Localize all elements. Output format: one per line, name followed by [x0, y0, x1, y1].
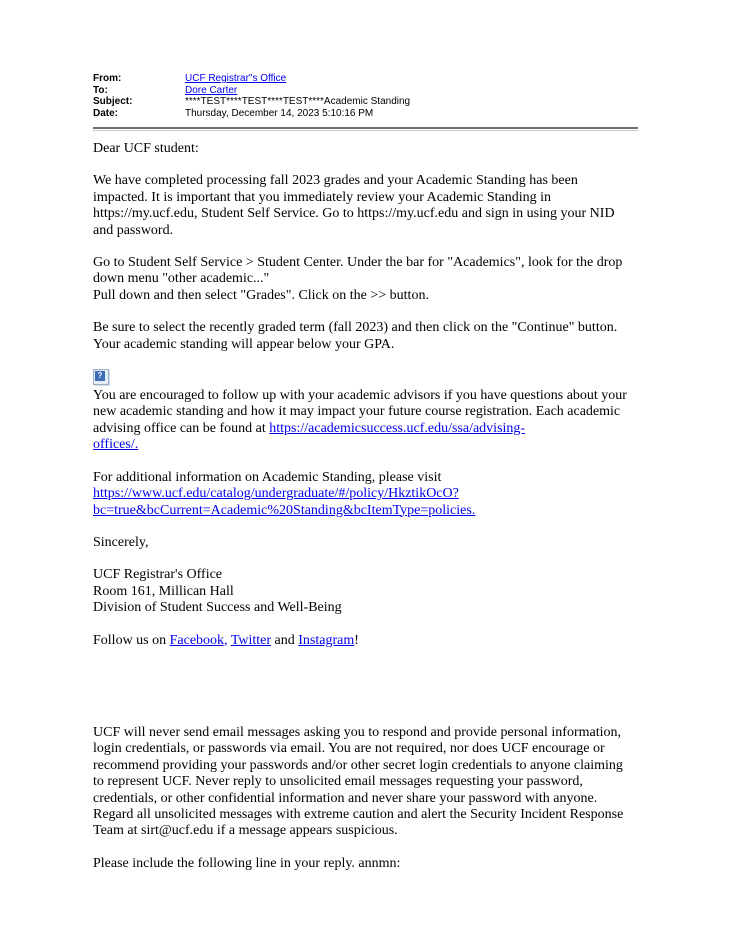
- navigation-text-line: Go to Student Self Service > Student Center. Under the bar for "Academics", look for the drop down menu "other academic...": [93, 255, 623, 287]
- email-header: [93, 73, 638, 119]
- signature-block: [93, 567, 628, 616]
- social-prefix: Follow us on: [93, 632, 170, 648]
- catalog-policy-link-line2: bc=true&bcCurrent=Academic%20Standing&bcItemType=policies.: [93, 502, 476, 518]
- para-social: [93, 633, 628, 649]
- subject-label: Subject:: [93, 96, 133, 107]
- question-mark-glyph: ?: [95, 371, 105, 381]
- advising-offices-link-line1: https://academicsuccess.ucf.edu/ssa/advising-: [269, 420, 526, 436]
- from-link[interactable]: UCF Registrar"s Office: [185, 73, 287, 84]
- date-value: Thursday, December 14, 2023 5:10:16 PM: [185, 107, 374, 119]
- para-reply-instruction: Please include the following line in your reply. annmn:: [93, 855, 401, 871]
- missing-image-line: [93, 369, 628, 385]
- para-security-disclaimer: UCF will never send email messages asking you to respond and provide personal information, login credentials, or passwords via email. You are not required, nor does UCF encourage or recommend providing your passwords and/or other secret login credentials to anyone claiming to represent UCF. Never reply to unsolicited email messages requesting your password, credentials, or other confidential information and never share your password with anyone. Regard all unsolicited messages with extreme caution and alert the Security Incident Response Team at sirt@ucf.edu if a message appears suspicious.: [93, 724, 624, 839]
- para-term-selection: Be sure to select the recently graded term (fall 2023) and then click on the "Continue" button. Your academic standing will appear below your GPA.: [93, 320, 618, 352]
- to-row: [93, 85, 638, 97]
- header-separator: [93, 127, 638, 131]
- para-navigation-instructions: [93, 255, 628, 304]
- broken-image-icon: [93, 369, 109, 385]
- catalog-policy-link-line1: https://www.ucf.edu/catalog/undergraduate/#/policy/HkztikOcO?: [93, 486, 459, 502]
- signature-division: Division of Student Success and Well-Being: [93, 600, 342, 616]
- date-row: [93, 108, 638, 120]
- pulldown-text-line: Pull down and then select "Grades". Click on the >> button.: [93, 287, 429, 303]
- facebook-link[interactable]: Facebook,: [169, 632, 228, 648]
- blank-gap: [93, 665, 628, 725]
- greeting: Dear UCF student:: [93, 141, 199, 156]
- advising-offices-link-line2: offices/.: [93, 437, 139, 453]
- catalog-policy-link[interactable]: [93, 486, 475, 517]
- from-row: [93, 73, 638, 85]
- to-label: To:: [93, 84, 108, 96]
- para-additional-info: [93, 470, 628, 519]
- advisors-text: You are encouraged to follow up with your academic advisors if you have questions about your new academic standing and how it may impact your future course registration. Each academic advising office can be found at: [93, 388, 627, 436]
- social-and: and: [271, 632, 299, 648]
- date-label: Date:: [93, 107, 119, 119]
- signature-room: Room 161, Millican Hall: [93, 583, 234, 599]
- signature-office: UCF Registrar's Office: [93, 567, 223, 583]
- additional-info-text: For additional information on Academic Standing, please visit: [93, 469, 442, 485]
- subject-row: [93, 96, 638, 108]
- para-advisors: [93, 388, 628, 454]
- instagram-link[interactable]: Instagram: [298, 632, 355, 648]
- subject-value: ****TEST****TEST****TEST****Academic Standing: [185, 96, 411, 107]
- from-label: From:: [93, 73, 122, 84]
- twitter-link[interactable]: Twitter: [230, 632, 272, 648]
- to-link[interactable]: Dore Carter: [185, 84, 238, 96]
- para-grades-processed: We have completed processing fall 2023 grades and your Academic Standing has been impacted. It is important that you immediately review your Academic Standing in https://my.ucf.edu, Student Self Service. Go to https://my.ucf.edu and sign in using your NID and password.: [93, 173, 615, 238]
- social-suffix: !: [354, 632, 359, 648]
- email-body: [93, 141, 628, 872]
- sign-off: Sincerely,: [93, 534, 149, 550]
